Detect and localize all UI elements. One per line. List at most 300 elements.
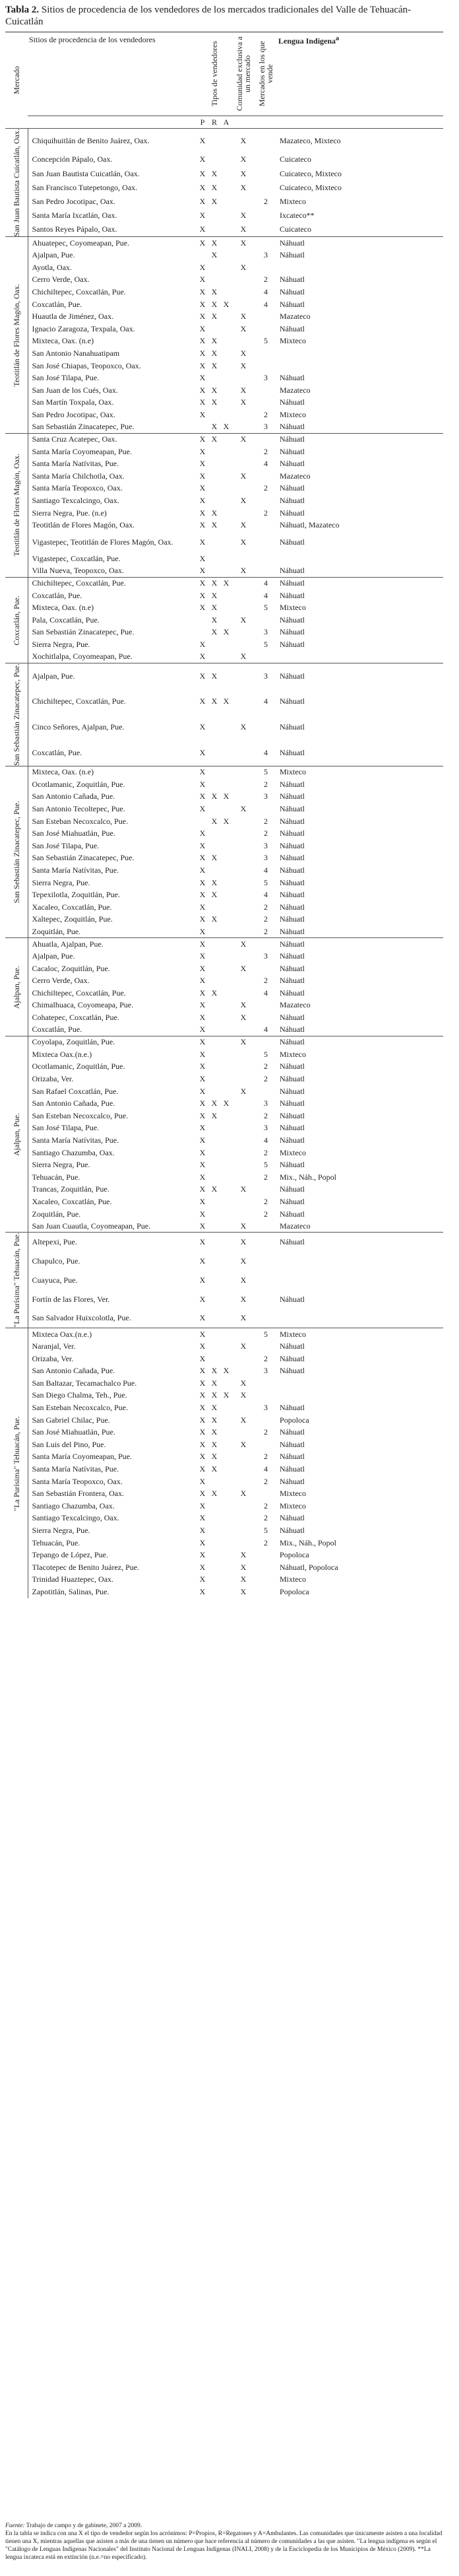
comunidad-exclusiva: X [232, 1036, 255, 1048]
mercados-count [255, 237, 277, 250]
site-name: Zoquitlán, Pue. [32, 926, 81, 936]
tipo-p: X [199, 1294, 206, 1304]
tipo-r [208, 1271, 220, 1290]
mercados-count: 2 [264, 446, 268, 456]
site-name: Ajalpan, Pue. [32, 250, 75, 260]
tipo-a [220, 209, 232, 222]
tipo-r [208, 1290, 220, 1309]
comunidad-exclusiva [232, 1365, 255, 1377]
comunidad-exclusiva: X [240, 496, 247, 506]
mercados-count: 2 [264, 1513, 268, 1523]
site-name: Tehuacán, Pue. [32, 1172, 80, 1182]
comunidad-exclusiva [232, 1196, 255, 1208]
tipo-p: X [199, 1196, 206, 1206]
table-row [5, 1365, 443, 1377]
tipo-p: X [197, 766, 208, 778]
site-name: San Martín Toxpala, Oax. [32, 397, 114, 407]
site-name: San José Tilapa, Pue. [32, 1123, 100, 1133]
lengua-indigena: Náhuatl [280, 988, 305, 998]
tipo-p: X [197, 237, 208, 250]
tipo-p: X [197, 577, 208, 590]
table-row [5, 627, 443, 639]
table-row [5, 1110, 443, 1122]
site-name: Cacaloc, Zoquitlán, Pue. [32, 963, 110, 973]
table-row [5, 877, 443, 889]
table-row [5, 827, 443, 840]
mercados-count: 4 [264, 865, 268, 875]
lengua-indigena: Mixteco [277, 766, 443, 778]
mercados-count: 4 [255, 577, 277, 590]
comunidad-exclusiva [232, 1500, 255, 1512]
tipo-r [208, 974, 220, 987]
lengua-indigena: Náhuatl [280, 508, 305, 518]
lengua-indigena: Popoloca [280, 1550, 309, 1560]
comunidad-exclusiva [232, 827, 255, 840]
lengua-indigena: Cuicateco, Mixteco [280, 168, 342, 178]
tipo-r [208, 274, 220, 287]
comunidad-exclusiva [232, 298, 255, 311]
tipo-p: X [199, 1366, 206, 1376]
comunidad-exclusiva [232, 1061, 255, 1073]
mercados-count: 3 [264, 840, 268, 850]
tipo-r [208, 1340, 220, 1353]
tipo-a [220, 1061, 232, 1073]
site-name: Chimalhuaca, Coyomeapa, Pue. [32, 1000, 134, 1010]
comunidad-exclusiva: X [240, 1341, 247, 1351]
comunidad-exclusiva: X [232, 237, 255, 250]
tipo-r: X [211, 250, 218, 260]
comunidad-exclusiva [232, 950, 255, 963]
lengua-indigena: Náhuatl [280, 1160, 305, 1170]
table-row [5, 1586, 443, 1598]
tipo-r: X [211, 397, 218, 407]
site-name: Cerro Verde, Oax. [32, 976, 90, 986]
comunidad-exclusiva: X [240, 385, 247, 395]
comunidad-exclusiva [232, 1402, 255, 1414]
site-name: Xacaleo, Coxcatlán, Pue. [32, 1196, 112, 1206]
lengua-indigena: Náhuatl [280, 951, 305, 961]
lengua-indigena: Mazateco [280, 385, 311, 395]
tipo-r [208, 1048, 220, 1061]
comunidad-exclusiva [232, 815, 255, 828]
tipo-r [208, 565, 220, 578]
comunidad-exclusiva: X [240, 803, 247, 813]
lengua-indigena [277, 553, 443, 565]
lengua-indigena: Náhuatl [280, 422, 305, 432]
comunidad-exclusiva: X [240, 1378, 247, 1388]
tipo-p: X [199, 323, 206, 333]
comunidad-exclusiva [232, 1512, 255, 1525]
tipo-p: X [199, 640, 206, 650]
comunidad-exclusiva [232, 1122, 255, 1135]
mercados-count [255, 261, 277, 274]
site-name: San Sebastián Zinacatepec, Pue. [32, 853, 135, 863]
tipo-r [208, 1061, 220, 1073]
tipo-r: X [211, 1427, 218, 1437]
tipo-p: X [197, 129, 208, 153]
market-name: San Juan Bautista Cuicatlán, Oax. [5, 129, 28, 237]
comunidad-exclusiva [232, 1208, 255, 1221]
tipo-r [208, 531, 220, 553]
lengua-indigena: Náhuatl [280, 890, 305, 900]
lengua-indigena [277, 1309, 443, 1328]
tipo-a [220, 1036, 232, 1048]
tipo-r: X [211, 615, 218, 625]
site-name: San José Chiapas, Teopoxco, Oax. [32, 360, 141, 370]
tipo-p: X [199, 1135, 206, 1145]
tipo-a [220, 519, 232, 531]
tipo-r [208, 261, 220, 274]
mercados-count [255, 1390, 277, 1402]
lengua-indigena: Náhuatl [277, 1036, 443, 1048]
mercados-count [255, 531, 277, 553]
tipo-a [220, 1463, 232, 1475]
tipo-p: X [199, 360, 206, 370]
tipo-p: X [199, 1341, 206, 1351]
lengua-indigena: Cuicateco [280, 224, 311, 234]
table-row [5, 1414, 443, 1427]
tipo-p: X [199, 409, 206, 419]
tipo-a [220, 901, 232, 914]
site-name: Santa María Natívitas, Pue. [32, 1464, 119, 1474]
site-name: San Esteban Necoxcalco, Pue. [32, 1110, 129, 1120]
comunidad-exclusiva [232, 877, 255, 889]
tipo-a [220, 852, 232, 865]
mercados-count: 2 [264, 1476, 268, 1486]
lengua-indigena: Náhuatl [280, 1025, 305, 1034]
lengua-indigena: Mixteco [280, 197, 307, 207]
table-row [5, 1085, 443, 1098]
mercados-count [255, 1184, 277, 1196]
lengua-indigena: Náhuatl [280, 926, 305, 936]
site-name: Cohatepec, Coxcatlán, Pue. [32, 1013, 119, 1023]
site-name: Sierra Negra, Pue. [32, 1525, 90, 1535]
site-name: Cerro Verde, Oax. [32, 275, 90, 285]
tipo-r: X [211, 197, 218, 207]
tipo-r [208, 1073, 220, 1085]
table-row [5, 421, 443, 434]
table-row [5, 409, 443, 421]
tipo-r: X [211, 590, 218, 600]
tipo-p: X [199, 348, 206, 358]
lengua-indigena: Mix., Náh., Popol [280, 1538, 337, 1547]
tipo-a [220, 1328, 232, 1341]
comunidad-exclusiva [232, 1171, 255, 1184]
comunidad-exclusiva: X [240, 1415, 247, 1425]
tipo-r: X [211, 792, 218, 801]
mercados-count: 5 [264, 1049, 268, 1059]
table-row [5, 938, 443, 951]
tipo-p: X [199, 1464, 206, 1474]
comunidad-exclusiva [232, 889, 255, 901]
tipo-a [220, 740, 232, 766]
comunidad-exclusiva: X [240, 312, 247, 322]
table-row [5, 1463, 443, 1475]
site-name: Santa María Natívitas, Pue. [32, 1135, 119, 1145]
tipo-a [220, 889, 232, 901]
comunidad-exclusiva [232, 1328, 255, 1341]
tipo-a [220, 1561, 232, 1574]
site-name: San Sebastián Frontera, Oax. [32, 1489, 125, 1499]
tipo-r [208, 1085, 220, 1098]
tipo-p [197, 614, 208, 627]
table-row [5, 1048, 443, 1061]
mercados-count [255, 963, 277, 975]
table-row [5, 553, 443, 565]
mercados-count: 3 [264, 1366, 268, 1376]
site-name: Chichiltepec, Coxcatlán, Pue. [32, 287, 126, 296]
tipo-r: X [208, 433, 220, 446]
tipo-a [220, 877, 232, 889]
lengua-indigena: Náhuatl [280, 1086, 305, 1096]
site-name: Sierra Negra, Pue. [32, 1160, 90, 1170]
mercados-count: 2 [264, 508, 268, 518]
tipo-r [208, 926, 220, 938]
tipo-p: X [199, 1221, 206, 1231]
table-row [5, 1000, 443, 1012]
mercados-count: 3 [264, 373, 268, 383]
tipo-r: X [211, 287, 218, 296]
tipo-a [220, 458, 232, 471]
mercados-count: 4 [264, 1025, 268, 1034]
tipo-r [208, 372, 220, 384]
mercados-count: 4 [264, 748, 268, 758]
lengua-indigena: Náhuatl [280, 483, 305, 493]
lengua-indigena: Náhuatl, Popoloca [280, 1562, 338, 1572]
tipo-a [220, 1159, 232, 1171]
tipo-p: X [199, 1353, 206, 1363]
tipo-r: X [211, 168, 218, 178]
comunidad-exclusiva [232, 553, 255, 565]
footnote [5, 2522, 447, 2561]
lengua-indigena: Náhuatl [280, 1513, 305, 1523]
comunidad-exclusiva: X [240, 224, 247, 234]
tipo-p: X [199, 963, 206, 973]
table-row [5, 1290, 443, 1309]
tipo-p: X [199, 211, 206, 220]
tipo-a [220, 1414, 232, 1427]
lengua-indigena: Náhuatl [280, 640, 305, 650]
mercados-count: 2 [264, 197, 268, 207]
site-name: Chichiltepec, Coxcatlán, Pue. [32, 696, 126, 706]
comunidad-exclusiva [232, 864, 255, 877]
tipo-a [220, 1220, 232, 1233]
tipo-a: X [223, 1366, 229, 1376]
tipo-r: X [211, 1415, 218, 1425]
tipo-r [208, 1512, 220, 1525]
table-row [5, 1024, 443, 1036]
tipo-r: X [211, 1110, 218, 1120]
tipo-p: X [199, 1513, 206, 1523]
site-name: San Antonio Cañada, Pue. [32, 792, 115, 801]
tipo-p [197, 421, 208, 434]
mercados-count: 5 [264, 640, 268, 650]
tipo-p: X [197, 663, 208, 689]
comunidad-exclusiva: X [240, 537, 247, 547]
lengua-indigena: Náhuatl [280, 373, 305, 383]
tipo-p: X [199, 1427, 206, 1437]
table-row [5, 372, 443, 384]
table-row [5, 1487, 443, 1500]
tipo-p: X [199, 1390, 206, 1400]
site-name: San Antonio Tecoltepec, Pue. [32, 803, 125, 813]
lengua-indigena: Mixteco [280, 1501, 307, 1510]
table-row [5, 1340, 443, 1353]
tipo-p: X [199, 652, 206, 661]
tipo-a [220, 507, 232, 520]
comunidad-exclusiva [232, 627, 255, 639]
table-row [5, 470, 443, 483]
site-name: Fortín de las Flores, Ver. [32, 1294, 110, 1304]
mercados-count: 2 [264, 1062, 268, 1071]
tipo-a [220, 1353, 232, 1365]
tipo-a: X [223, 816, 229, 826]
tipo-p: X [199, 1415, 206, 1425]
header-a: A [220, 116, 232, 129]
mercados-count: 2 [264, 409, 268, 419]
tipo-p: X [199, 397, 206, 407]
market-name: San Sebastián Zinacatepec, Pue. [5, 766, 28, 937]
tipo-a [220, 601, 232, 614]
tipo-p: X [199, 590, 206, 600]
tipo-r: X [211, 1366, 218, 1376]
mercados-count [255, 1414, 277, 1427]
tipo-p: X [199, 976, 206, 986]
site-name: San Antonio Cañada, Pue. [32, 1366, 115, 1376]
mercados-count [255, 347, 277, 360]
tipo-p: X [199, 926, 206, 936]
lengua-indigena [277, 1252, 443, 1271]
site-name: Zoquitlán, Pue. [32, 1209, 81, 1219]
comunidad-exclusiva: X [240, 1184, 247, 1194]
comunidad-exclusiva [232, 1073, 255, 1085]
tipo-a [220, 1377, 232, 1390]
tipo-r [208, 1011, 220, 1024]
tipo-a [220, 360, 232, 372]
comunidad-exclusiva [232, 1451, 255, 1464]
site-name: San Esteban Necoxcalco, Pue. [32, 816, 129, 826]
mercados-count: 3 [264, 1099, 268, 1108]
site-name: Teotitlán de Flores Magón, Oax. [32, 520, 135, 530]
comunidad-exclusiva: X [240, 154, 247, 164]
table-row [5, 1011, 443, 1024]
tipo-r [208, 840, 220, 852]
site-name: Ocotlamanic, Zoquitlán, Pue. [32, 779, 125, 789]
table-row [5, 286, 443, 298]
tipo-p: X [199, 696, 206, 706]
comunidad-exclusiva [232, 791, 255, 803]
tipo-p: X [199, 1256, 206, 1266]
tipo-r: X [211, 182, 218, 192]
lengua-indigena: Náhuatl [280, 1427, 305, 1437]
tipo-p: X [199, 1501, 206, 1510]
footnote-text: En la tabla se indica con una X el tipo de vendedor según los acrónimos: P=Propios, R=Regatones y A=Ambulantes. Las comunidades que únicamente asisten a una localidad tienen una X, mientras aquellas que asisten a más de una tienen un número que hace referencia al número de comunidades a las que asisten. "La lengua indígena es según el "Catálogo de Lenguas Indígenas Nacionales" del Instituto Nacional de Lenguas Indígenas (INALI, 2008) y de la Enciclopedia de los Municipios de México (2009). **La lengua ixcateca está en extinción (n.e.=no especificado). [5, 2530, 443, 2561]
tipo-r [208, 1208, 220, 1221]
tipo-p: X [199, 336, 206, 346]
tipo-r [208, 803, 220, 815]
table-row [5, 507, 443, 520]
header-comunidad: Comunidad exclusiva a un mercado [232, 32, 255, 116]
table-row [5, 446, 443, 458]
site-name: Trancas, Zoquitlán, Pue. [32, 1184, 109, 1194]
tipo-p: X [199, 722, 206, 732]
mercados-count [255, 470, 277, 483]
lengua-indigena: Náhuatl [280, 1353, 305, 1363]
lengua-indigena: Mixteco [280, 336, 307, 346]
mercados-count [255, 1439, 277, 1451]
comunidad-exclusiva: X [240, 211, 247, 220]
comunidad-exclusiva: X [240, 1489, 247, 1499]
tipo-r [208, 1159, 220, 1171]
comunidad-exclusiva: X [240, 1562, 247, 1572]
tipo-a [220, 1208, 232, 1221]
table-row [5, 397, 443, 409]
tipo-a [220, 1048, 232, 1061]
table-row [5, 926, 443, 938]
lengua-indigena: Mazateco [280, 312, 311, 322]
mercados-count [255, 1377, 277, 1390]
mercados-count [255, 1085, 277, 1098]
lengua-indigena: Náhuatl [280, 1439, 305, 1449]
tipo-r [208, 1353, 220, 1365]
site-name: Xaltepec, Zoquitlán, Pue. [32, 914, 113, 924]
tipo-p: X [199, 299, 206, 309]
tipo-a [220, 494, 232, 507]
lengua-indigena: Náhuatl [280, 1366, 305, 1376]
site-name: Tepexilotla, Zoquitlán, Pue. [32, 890, 120, 900]
tipo-r: X [211, 385, 218, 395]
comunidad-exclusiva: X [240, 1390, 247, 1400]
table-row [5, 791, 443, 803]
tipo-a [220, 1252, 232, 1271]
comunidad-exclusiva [232, 663, 255, 689]
tipo-r [208, 1122, 220, 1135]
header-r: R [208, 116, 220, 129]
tipo-r: X [211, 1452, 218, 1462]
comunidad-exclusiva [232, 1475, 255, 1488]
lengua-indigena: Náhuatl [280, 1110, 305, 1120]
tipo-r [208, 827, 220, 840]
mercados-count: 3 [255, 663, 277, 689]
tipo-a [220, 1122, 232, 1135]
table-row [5, 1574, 443, 1586]
site-name: Coyolapa, Zoquitlán, Pue. [28, 1036, 197, 1048]
tipo-a [220, 778, 232, 791]
mercados-count [255, 222, 277, 236]
comunidad-exclusiva [232, 974, 255, 987]
lengua-indigena: Náhuatl [280, 537, 305, 547]
tipo-a [220, 913, 232, 926]
tipo-a [220, 181, 232, 195]
tipo-p: X [199, 1275, 206, 1285]
tipo-a [220, 950, 232, 963]
site-name: Tepango de López, Pue. [32, 1550, 108, 1560]
table-row [5, 360, 443, 372]
comunidad-exclusiva: X [232, 129, 255, 153]
tipo-a [220, 1110, 232, 1122]
market-name: Teotitlán de Flores Magón, Oax. [5, 237, 28, 434]
site-name: Concepción Pápalo, Oax. [32, 154, 113, 164]
comunidad-exclusiva [232, 926, 255, 938]
tipo-r: X [211, 1099, 218, 1108]
table-row [5, 249, 443, 261]
lengua-indigena: Náhuatl [280, 748, 305, 758]
tipo-p: X [199, 1123, 206, 1133]
mercados-count: 4 [264, 988, 268, 998]
tipo-a [220, 397, 232, 409]
mercados-count [255, 360, 277, 372]
site-name: San Diego Chalma, Teh., Pue. [32, 1390, 127, 1400]
